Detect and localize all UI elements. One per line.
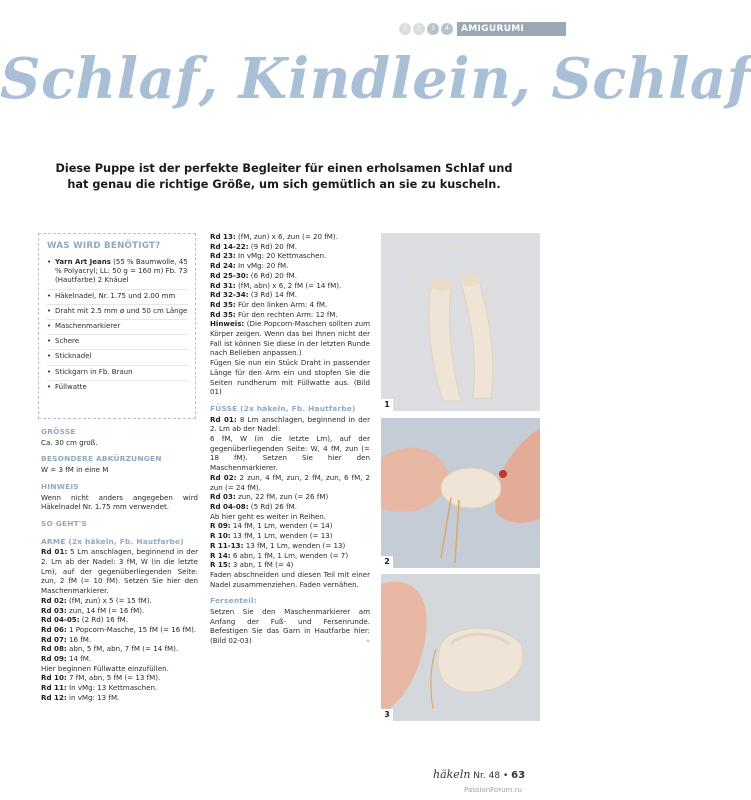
section-dot: 4 bbox=[441, 23, 453, 35]
watermark: PassionForum.ru bbox=[464, 786, 522, 794]
material-item bbox=[47, 335, 188, 350]
heel-text-body: Setzen Sie den Maschenmarkierer am Anfang der Fuß- und Fersenrunde. Befestigen Sie das Garn in Hautfarbe hier: (Bild 02-03) bbox=[210, 607, 370, 646]
pattern-row bbox=[210, 290, 370, 300]
row-label: Rd 01: bbox=[210, 414, 237, 424]
crochet-foot-illustration bbox=[381, 574, 540, 721]
row-text: 5 Lm anschlagen, beginnend in der 2. Lm ab der Nadel: 3 fM, W (in die letzte Lm), auf der gegenüberliegenden Seite: zun, 2 fM (= 10 fM). Setzen Sie hier den Maschenmarkierer. bbox=[41, 547, 198, 596]
row-label: Rd 04-08: bbox=[210, 501, 249, 511]
material-text: Füllwatte bbox=[55, 382, 87, 391]
row-text: 13 fM, 1 Lm, wenden (= 13) bbox=[230, 531, 333, 541]
material-text: Maschenmarkierer bbox=[55, 322, 121, 331]
material-item bbox=[47, 290, 188, 305]
pattern-row bbox=[210, 242, 370, 252]
row-label: Rd 35: bbox=[210, 309, 236, 319]
row-label: Rd 10: bbox=[41, 673, 67, 683]
row-text: Für den linken Arm: 4 fM. bbox=[235, 299, 328, 309]
row-text: 1 Popcorn-Masche, 15 fM (= 16 fM). bbox=[66, 624, 197, 634]
row-text: Ab hier geht es weiter in Reihen. bbox=[210, 511, 327, 521]
row-text: (6 Rd) 20 fM. bbox=[248, 270, 297, 280]
crochet-arms-illustration bbox=[381, 233, 540, 411]
magazine-brand: häkeln bbox=[433, 768, 471, 781]
wire-text: Fügen Sie nun ein Stück Draht in passender Länge für den Arm ein und stopfen Sie die Seiten rundherum mit Füllwatte aus. (Bild 01) bbox=[210, 358, 370, 397]
row-label: Rd 25-30: bbox=[210, 270, 249, 280]
pattern-row bbox=[41, 693, 198, 703]
pattern-row bbox=[210, 251, 370, 261]
instructions-heading: SO GEHT'S bbox=[41, 518, 87, 528]
row-label: Rd 02: bbox=[210, 472, 237, 482]
arms-rows bbox=[41, 547, 198, 702]
continue-arrow: » bbox=[365, 636, 370, 646]
page-footer bbox=[433, 768, 525, 781]
row-text: (9 Rd) 20 fM. bbox=[248, 241, 297, 251]
row-text: (2 Rd) 16 fM. bbox=[79, 615, 128, 625]
row-label: Rd 32-34: bbox=[210, 290, 249, 300]
row-text: (fM, zun) x 6, zun (= 20 fM). bbox=[235, 232, 338, 241]
footer-bullet: • bbox=[502, 771, 509, 781]
row-text: (3 Rd) 14 fM. bbox=[248, 290, 297, 300]
hands-crochet-illustration bbox=[381, 418, 540, 568]
row-label: Rd 09: bbox=[41, 654, 67, 664]
row-label: Rd 03: bbox=[41, 605, 67, 615]
pattern-row bbox=[210, 271, 370, 281]
pattern-row bbox=[210, 261, 370, 271]
row-label: Rd 12: bbox=[41, 692, 67, 702]
arms-rows-continued bbox=[210, 232, 370, 319]
pattern-row bbox=[41, 654, 198, 664]
photo-arms bbox=[381, 233, 540, 411]
row-text: In vMg: 13 Kettmaschen. bbox=[66, 683, 158, 693]
note-text: Wenn nicht anders angegeben wird Häkelnadel Nr. 1.75 mm verwendet. bbox=[41, 492, 198, 512]
row-label: Rd 23: bbox=[210, 251, 236, 261]
material-text: Schere bbox=[55, 337, 80, 346]
feet-heading: FÜSSE (2x häkeln, Fb. Hautfarbe) bbox=[210, 403, 356, 413]
pattern-row bbox=[210, 560, 370, 570]
note-heading: HINWEIS bbox=[41, 481, 79, 491]
row-label: Rd 02: bbox=[41, 595, 67, 605]
pattern-row bbox=[210, 512, 370, 522]
pattern-row bbox=[210, 531, 370, 541]
material-text: (55 % Baumwolle, 45 % Polyacryl; LL: 50 g = 160 m) Fb. 73 (Hautfarbe) 2 Knäuel bbox=[55, 258, 188, 285]
pattern-row bbox=[210, 300, 370, 310]
row-text: 13 fM, 1 Lm, wenden (= 13) bbox=[243, 540, 346, 550]
row-text: 6 fM, W (in die letzte Lm), auf der gegenüberliegenden Seite: W, 4 fM, zun (= 18 fM). Setzen Sie hier den Maschenmarkierer. bbox=[210, 434, 370, 473]
issue-number: Nr. 48 bbox=[473, 771, 501, 781]
row-label: R 14: bbox=[210, 550, 231, 560]
row-label: R 09: bbox=[210, 521, 231, 531]
row-text: In vMg: 20 fM. bbox=[235, 261, 289, 271]
row-label: Rd 03: bbox=[210, 492, 236, 502]
materials-list bbox=[47, 256, 188, 395]
material-item bbox=[47, 320, 188, 335]
pattern-row bbox=[210, 551, 370, 561]
material-item bbox=[47, 366, 188, 381]
row-label: Rd 24: bbox=[210, 261, 236, 271]
arm-note bbox=[210, 319, 370, 358]
lead-paragraph: Diese Puppe ist der perfekte Begleiter für einen erholsamen Schlaf und hat genau die richtige Größe, um sich gemütlich an sie zu kuscheln. bbox=[55, 162, 513, 191]
column-left bbox=[41, 427, 198, 703]
row-text: abn, 5 fM, abn, 7 fM (= 14 fM). bbox=[66, 644, 179, 654]
pattern-row bbox=[41, 625, 198, 635]
material-item bbox=[47, 381, 188, 395]
row-text: Für den rechten Arm: 12 fM. bbox=[235, 309, 338, 319]
row-text: (fM, abn) x 6, 2 fM (= 14 fM). bbox=[235, 280, 342, 290]
page-title: Schlaf, Kindlein, Schlaf bbox=[0, 46, 751, 112]
abbreviations-text: W = 3 fM in eine M bbox=[41, 465, 109, 475]
row-text: 8 Lm anschlagen, beginnend in der 2. Lm ab der Nadel: bbox=[210, 414, 370, 434]
row-text: In vMg: 20 Kettmaschen. bbox=[235, 251, 327, 261]
pattern-row bbox=[41, 615, 198, 625]
section-dot: 1 bbox=[399, 23, 411, 35]
category-label: AMIGURUMI bbox=[457, 22, 566, 36]
row-label: Rd 11: bbox=[41, 683, 67, 693]
material-item bbox=[47, 350, 188, 365]
pattern-row bbox=[41, 673, 198, 683]
row-label: Rd 31: bbox=[210, 280, 236, 290]
pattern-row bbox=[41, 606, 198, 616]
row-text: in vMg: 13 fM. bbox=[66, 692, 120, 702]
finish-text: Faden abschneiden und diesen Teil mit einer Nadel zusammenziehen. Faden vernähen. bbox=[210, 569, 370, 589]
size-text: Ca. 30 cm groß. bbox=[41, 437, 98, 447]
row-text: (fM, zun) x 5 (= 15 fM). bbox=[66, 595, 152, 605]
row-text: zun, 14 fM (= 16 fM). bbox=[66, 605, 145, 615]
pattern-row bbox=[41, 596, 198, 606]
materials-box bbox=[38, 233, 196, 419]
feet-rows bbox=[210, 415, 370, 570]
pattern-row bbox=[210, 492, 370, 502]
photo-number: 2 bbox=[381, 556, 393, 568]
material-item bbox=[47, 256, 188, 290]
pattern-row bbox=[210, 232, 370, 242]
photo-number: 3 bbox=[381, 709, 393, 721]
pattern-row bbox=[41, 635, 198, 645]
row-text: 14 fM. bbox=[66, 654, 92, 664]
row-label: Rd 04-05: bbox=[41, 615, 80, 625]
size-heading: GRÖSSE bbox=[41, 427, 76, 436]
row-label: Rd 08: bbox=[41, 644, 67, 654]
photo-foot-finished bbox=[381, 574, 540, 721]
arms-heading: ARME (2x häkeln, Fb. Hautfarbe) bbox=[41, 536, 184, 546]
photo-number: 1 bbox=[381, 399, 393, 411]
materials-heading: WAS WIRD BENÖTIGT? bbox=[47, 241, 161, 251]
page-number: 63 bbox=[511, 770, 526, 781]
section-dot: 2 bbox=[413, 23, 425, 35]
pattern-row bbox=[210, 473, 370, 492]
arm-note-text: (Die Popcorn-Maschen sollten zum Körper zeigen. Wenn das bei Ihnen nicht der Fall ist können Sie diese in der letzten Runde nach Belieben anpassen.) bbox=[210, 319, 370, 358]
pattern-row bbox=[210, 310, 370, 320]
material-item bbox=[47, 305, 188, 320]
material-text: Stickgarn in Fb. Braun bbox=[55, 367, 133, 376]
row-label: Rd 14-22: bbox=[210, 241, 249, 251]
pattern-row bbox=[41, 644, 198, 654]
pattern-row bbox=[210, 502, 370, 512]
pattern-row bbox=[41, 683, 198, 693]
row-label: Rd 06: bbox=[41, 624, 67, 634]
row-text: (5 Rd) 26 fM. bbox=[248, 501, 297, 511]
row-label: Rd 13: bbox=[210, 232, 236, 241]
pattern-row bbox=[210, 434, 370, 473]
row-label: Rd 35: bbox=[210, 299, 236, 309]
row-text: 3 abn, 1 fM (= 4) bbox=[230, 560, 294, 570]
row-label: R 15: bbox=[210, 560, 231, 570]
row-text: zun, 22 fM, zun (= 26 fM) bbox=[235, 492, 329, 502]
column-middle bbox=[210, 232, 370, 646]
pattern-row bbox=[41, 664, 198, 674]
section-dot: 3 bbox=[427, 23, 439, 35]
pattern-row bbox=[210, 281, 370, 291]
row-text: 7 fM, abn, 5 fM (= 13 fM). bbox=[66, 673, 161, 683]
material-text: Sticknadel bbox=[55, 352, 92, 361]
arm-note-label: Hinweis: bbox=[210, 319, 245, 329]
row-label: R 10: bbox=[210, 531, 231, 541]
material-name: Yarn Art Jeans bbox=[55, 258, 111, 266]
row-label: R 11-13: bbox=[210, 540, 244, 550]
row-text: 2 zun, 4 fM, zun, 2 fM, zun, 6 fM, 2 zun (= 24 fM). bbox=[210, 472, 370, 492]
section-dots bbox=[399, 23, 453, 35]
row-label: Rd 01: bbox=[41, 547, 68, 557]
row-text: Hier beginnen Füllwatte einzufüllen. bbox=[41, 663, 169, 673]
material-text: Häkelnadel, Nr. 1.75 und 2.00 mm bbox=[55, 291, 176, 300]
heel-heading: Fersenteil: bbox=[210, 596, 257, 606]
abbreviations-heading: BESONDERE ABKÜRZUNGEN bbox=[41, 454, 162, 464]
row-text: 6 abn, 1 fM, 1 Lm, wenden (= 7) bbox=[230, 550, 349, 560]
row-text: 14 fM, 1 Lm, wenden (= 14) bbox=[230, 521, 333, 531]
pattern-row bbox=[210, 415, 370, 434]
row-text: 16 fM. bbox=[66, 634, 92, 644]
photo-foot-start bbox=[381, 418, 540, 568]
heel-text bbox=[210, 607, 370, 646]
row-label: Rd 07: bbox=[41, 634, 67, 644]
pattern-row bbox=[41, 547, 198, 596]
material-text: Draht mit 2.5 mm ø und 50 cm Länge bbox=[55, 306, 188, 315]
pattern-row bbox=[210, 521, 370, 531]
pattern-row bbox=[210, 541, 370, 551]
